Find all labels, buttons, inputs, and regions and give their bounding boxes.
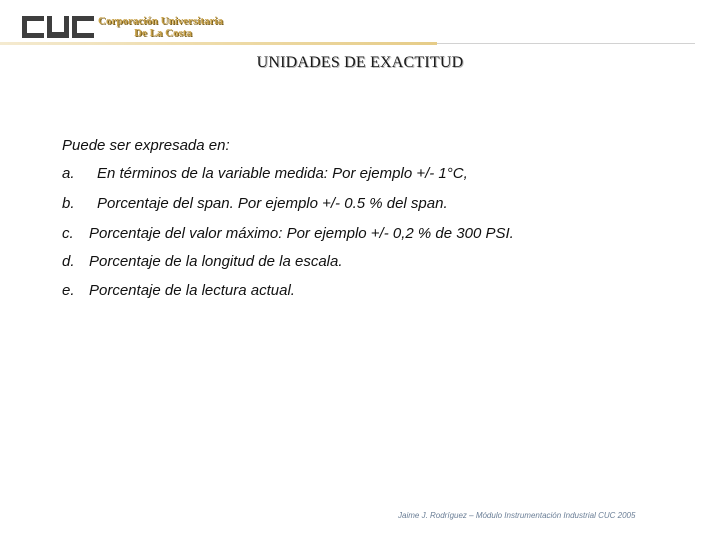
slide-title — [0, 54, 720, 72]
slide-header — [0, 0, 720, 50]
list-item-d — [62, 253, 343, 271]
org-name-line2: De La Costa — [134, 27, 193, 39]
list-marker: e. — [62, 282, 75, 299]
list-item-text: Porcentaje de la longitud de la escala. — [89, 253, 343, 270]
list-item-a — [62, 165, 468, 183]
slide-footer: Jaime J. Rodríguez – Módulo Instrumentación Industrial CUC 2005 — [398, 511, 636, 520]
list-item-text: Porcentaje del span. Por ejemplo +/- 0.5 % del span. — [97, 195, 448, 212]
slide-body — [62, 137, 514, 299]
list-item-text: Porcentaje de la lectura actual. — [89, 282, 295, 299]
list-marker: a. — [62, 165, 75, 182]
org-name-line1: Corporación Universitaria — [98, 15, 223, 27]
list-item-e — [62, 282, 295, 300]
list-marker: b. — [62, 195, 75, 212]
list-marker: c. — [62, 225, 74, 242]
list-item-text: En términos de la variable medida: Por ejemplo +/- 1°C, — [97, 165, 468, 182]
slide-title-text: UNIDADES DE EXACTITUD — [256, 54, 464, 71]
list-item-b — [62, 195, 448, 213]
header-gray-rule — [437, 43, 695, 44]
list-item-c — [62, 225, 514, 243]
list-marker: d. — [62, 253, 75, 270]
list-item-text: Porcentaje del valor máximo: Por ejemplo +/- 0,2 % de 300 PSI. — [89, 225, 514, 242]
cuc-logo-icon — [22, 16, 94, 38]
intro-text: Puede ser expresada en: — [62, 137, 230, 154]
header-gold-rule — [0, 42, 437, 45]
